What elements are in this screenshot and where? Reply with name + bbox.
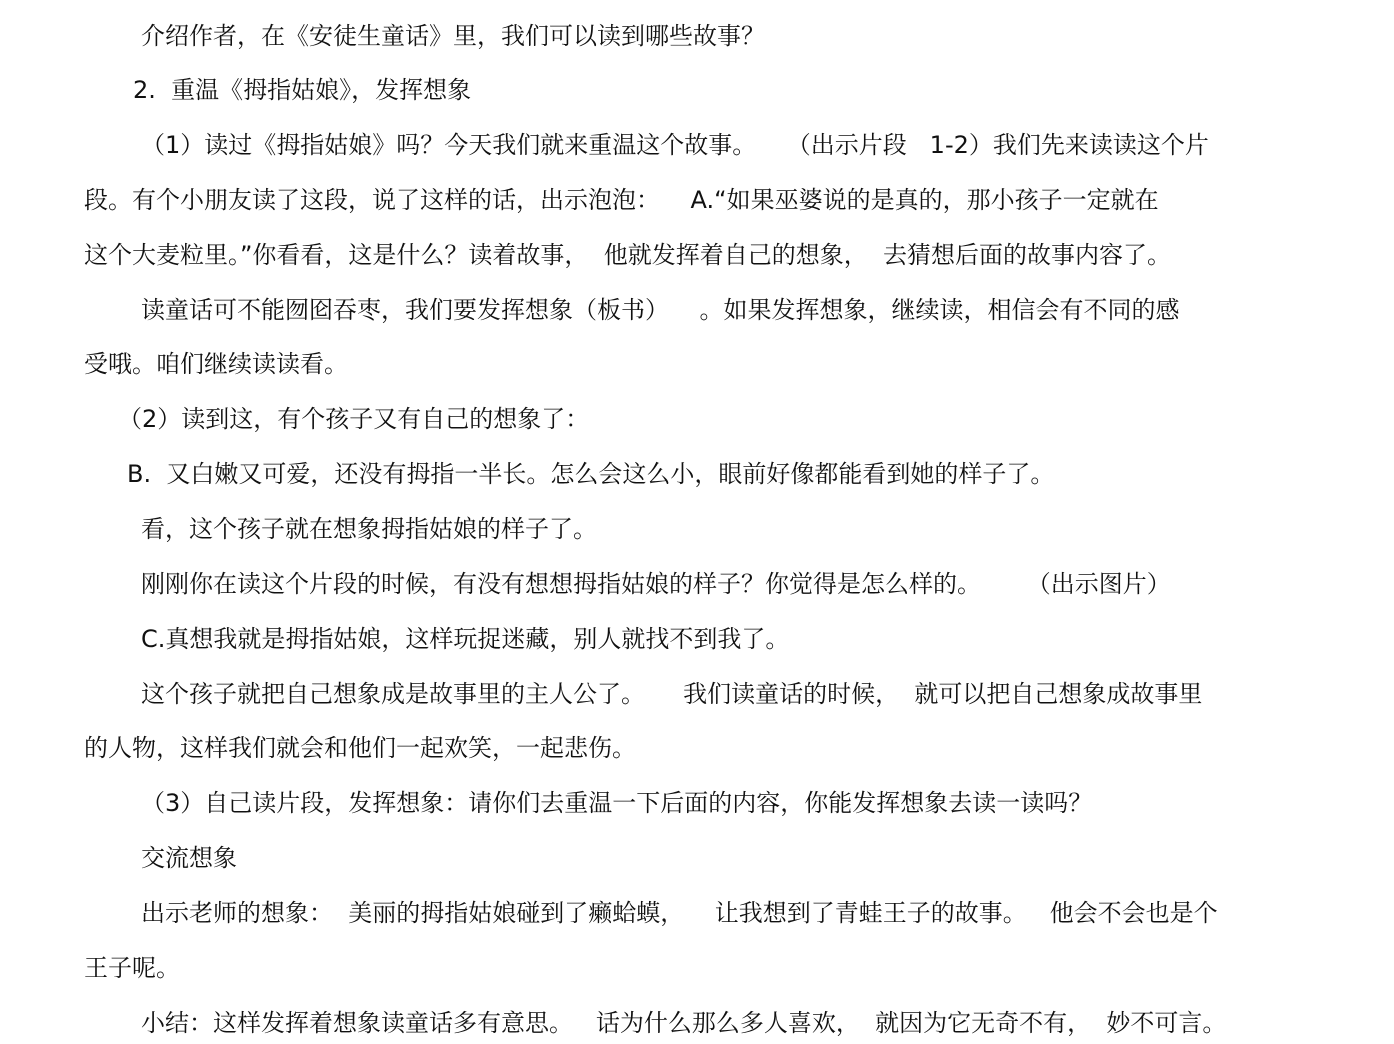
text-line: （2）读到这，有个孩子又有自己的想象了： xyxy=(118,405,590,433)
text-line: （3）自己读片段，发挥想象：请你们去重温一下后面的内容，你能发挥想象去读一读吗？ xyxy=(141,789,1093,817)
text-line: 小结：这样发挥着想象读童话多有意思。 话为什么那么多人喜欢， 就因为它无奇不有， 妙不可言。 xyxy=(141,1009,1227,1037)
text-line: 段。有个小朋友读了这段，说了这样的话，出示泡泡： A.“如果巫婆说的是真的，那小孩子一定就在 xyxy=(84,186,1159,214)
text-line: 出示老师的想象： 美丽的拇指姑娘碰到了癞蛤蟆， 让我想到了青蛙王子的故事。 他会不会也是个 xyxy=(141,899,1218,927)
text-line: 介绍作者，在《安徒生童话》里，我们可以读到哪些故事？ xyxy=(141,22,765,50)
text-line: 交流想象 xyxy=(141,844,237,872)
text-line: B. 又白嫩又可爱，还没有拇指一半长。怎么会这么小，眼前好像都能看到她的样子了。 xyxy=(127,460,1055,488)
text-line: 2. 重温《拇指姑娘》，发挥想象 xyxy=(133,76,472,104)
text-line: 读童话可不能囫囵吞枣，我们要发挥想象（板书） 。如果发挥想象，继续读，相信会有不同的感 xyxy=(141,296,1180,324)
text-line: 受哦。咱们继续读读看。 xyxy=(84,350,348,378)
text-line: （1）读过《拇指姑娘》吗？今天我们就来重温这个故事。 （出示片段 1-2）我们先来读读这个片 xyxy=(141,131,1209,159)
text-line: 王子呢。 xyxy=(84,954,180,982)
text-line: 的人物，这样我们就会和他们一起欢笑，一起悲伤。 xyxy=(84,734,636,762)
text-line: 刚刚你在读这个片段的时候，有没有想想拇指姑娘的样子？你觉得是怎么样的。 （出示图片） xyxy=(141,570,1171,598)
text-line: 这个大麦粒里。”你看看，这是什么？读着故事， 他就发挥着自己的想象， 去猜想后面的故事内容了。 xyxy=(84,241,1171,269)
text-line: C.真想我就是拇指姑娘，这样玩捉迷藏，别人就找不到我了。 xyxy=(141,625,790,653)
text-line: 看，这个孩子就在想象拇指姑娘的样子了。 xyxy=(141,515,597,543)
text-line: 这个孩子就把自己想象成是故事里的主人公了。 我们读童话的时候， 就可以把自己想象成故事里 xyxy=(141,680,1203,708)
